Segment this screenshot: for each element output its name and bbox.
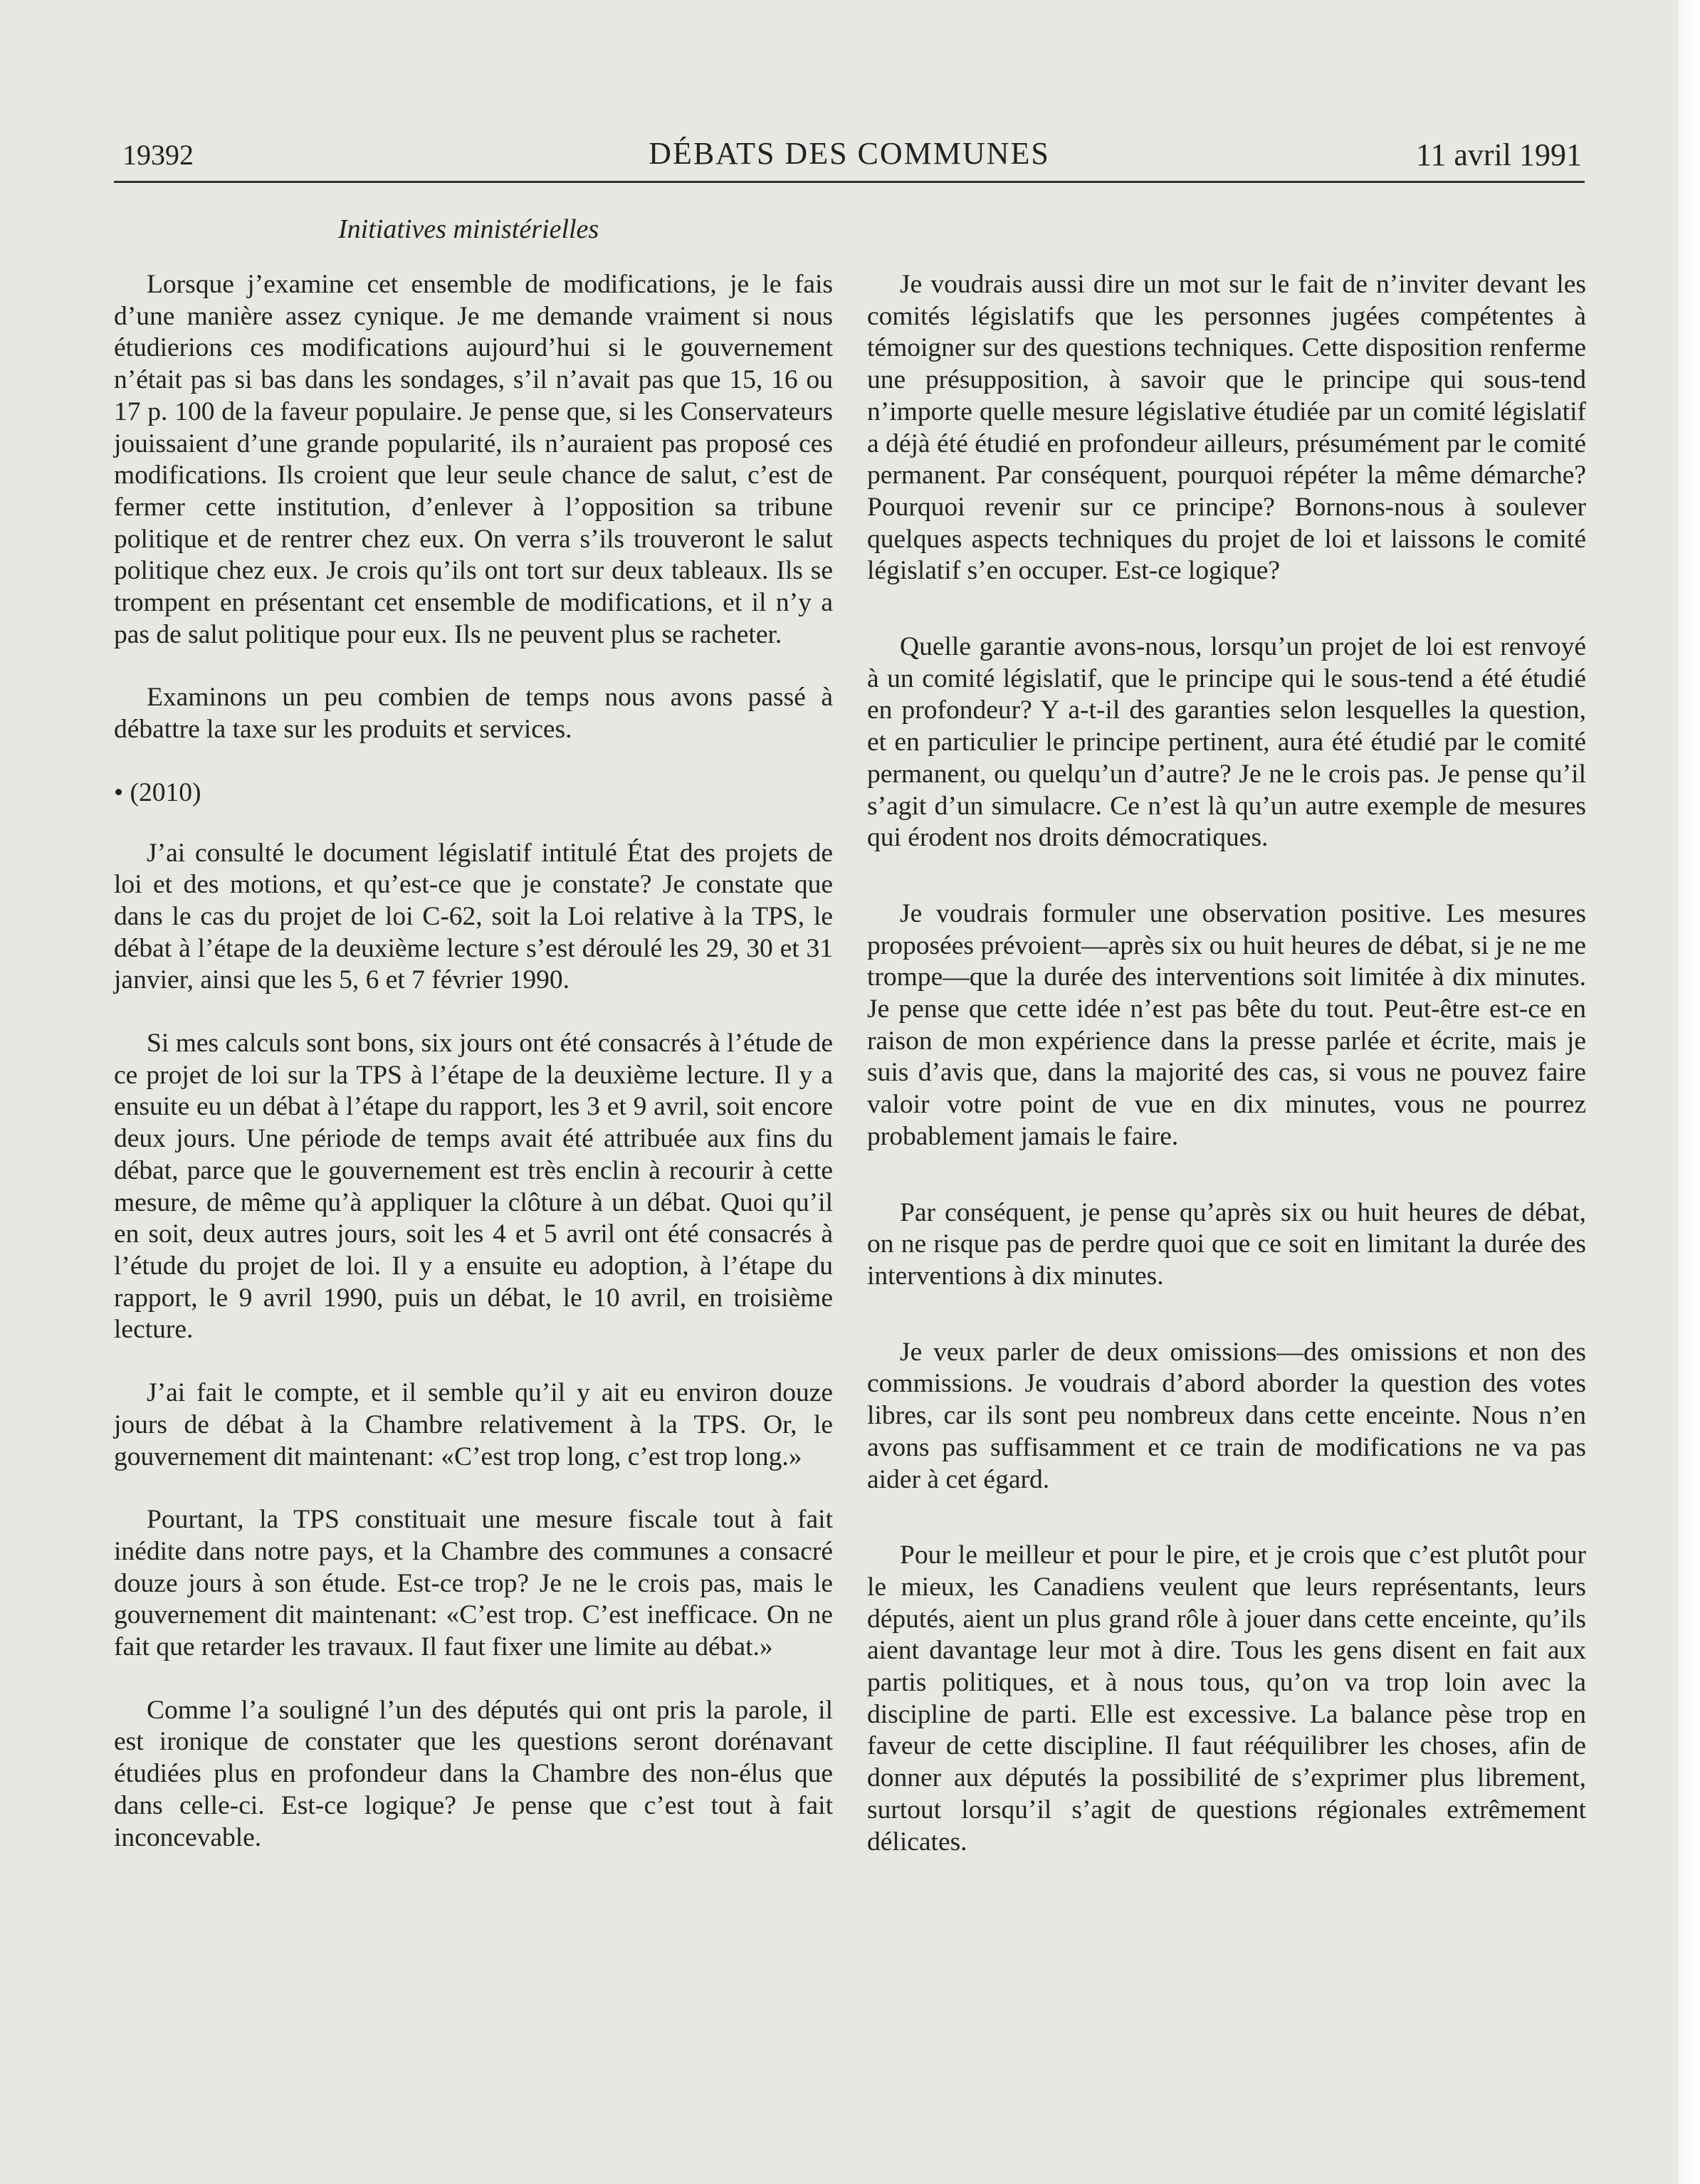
time-marker: • (2010) [114, 777, 201, 807]
paragraph: Je voudrais formuler une observation positive. Les mesures proposées prévoient—après six ou huit heures de débat, si je ne me trompe—que la durée des interventions soit limitée à dix minutes. Je pense que cette idée n’est pas bête du tout. Peut-être est-ce en raison de mon expérience dans la presse parlée et écrite, mais je suis d’avis que, dans la majorité des cas, si vous ne pouvez faire valoir votre point de vue en dix minutes, vous ne pourrez probablement jamais le faire. [867, 898, 1586, 1151]
left-column [114, 269, 833, 1854]
page-header [114, 135, 1585, 183]
paragraph: Pour le meilleur et pour le pire, et je crois que c’est plutôt pour le mieux, les Canadiens veulent que leurs représentants, leurs députés, aient un plus grand rôle à jouer dans cette enceinte, qu’ils aient davantage leur mot à dire. Tous les gens disent en fait aux partis politiques, et à nous tous, qu’on va trop loin avec la discipline de parti. Elle est excessive. La balance pèse trop en faveur de cette discipline. Il faut rééquilibrer les choses, afin de donner aux députés la possibilité de s’exprimer plus librement, surtout lorsqu’il s’agit de questions régionales extrêmement délicates. [867, 1540, 1586, 1857]
paragraph: J’ai fait le compte, et il semble qu’il y ait eu environ douze jours de débat à la Chambre relativement à la TPS. Or, le gouvernement dit maintenant: «C’est trop long, c’est trop long.» [114, 1378, 833, 1471]
paragraph: Je veux parler de deux omissions—des omissions et non des commissions. Je voudrais d’abord aborder la question des votes libres, car ils sont peu nombreux dans cette enceinte. Nous n’en avons pas suffisamment et ce train de modifications ne va pas aider à cet égard. [867, 1337, 1586, 1494]
paragraph: Si mes calculs sont bons, six jours ont été consacrés à l’étude de ce projet de loi sur la TPS à l’étape de la deuxième lecture. Il y a ensuite eu un débat à l’étape du rapport, les 3 et 9 avril, soit encore deux jours. Une période de temps avait été attribuée aux fins du débat, parce que le gouvernement est très enclin à recourir à cette mesure, de même qu’à appliquer la clôture à un débat. Quoi qu’il en soit, deux autres jours, soit les 4 et 5 avril ont été consacrés à l’étude du projet de loi. Il y a ensuite eu adoption, à l’étape du rapport, le 9 avril 1990, puis un débat, le 10 avril, en troisième lecture. [114, 1029, 833, 1345]
section-title: Initiatives ministérielles [338, 214, 599, 244]
publication-date: 11 avril 1991 [1416, 137, 1582, 172]
paragraph: Par conséquent, je pense qu’après six ou huit heures de débat, on ne risque pas de perdre quoi que ce soit en limitant la durée des interventions à dix minutes. [867, 1197, 1586, 1291]
right-column [867, 269, 1586, 1858]
paragraph: Pourtant, la TPS constituait une mesure fiscale tout à fait inédite dans notre pays, et la Chambre des communes a consacré douze jours à son étude. Est-ce trop? Je ne le crois pas, mais le gouvernement dit maintenant: «C’est trop. C’est inefficace. On ne fait que retarder les travaux. Il faut fixer une limite au débat.» [114, 1505, 833, 1662]
paragraph: Lorsque j’examine cet ensemble de modifications, je le fais d’une manière assez cynique. Je me demande vraiment si nous étudierions ces modifications aujourd’hui si le gouvernement n’était pas si bas dans les sondages, s’il n’avait pas que 15, 16 ou 17 p. 100 de la faveur populaire. Je pense que, si les Conservateurs jouissaient d’une grande popularité, ils n’auraient pas proposé ces modifications. Ils croient que leur seule chance de salut, c’est de fermer cette institution, d’enlever à l’opposition sa tribune politique et de rentrer chez eux. On verra s’ils trouveront le salut politique chez eux. Je crois qu’ils ont tort sur deux tableaux. Ils se trompent en présentant cet ensemble de modifications, et il n’y a pas de salut politique pour eux. Ils ne peuvent plus se racheter. [114, 270, 833, 649]
paragraph: Comme l’a souligné l’un des députés qui ont pris la parole, il est ironique de constater que les questions seront dorénavant étudiées plus en profondeur dans la Chambre des non-élus que dans celle-ci. Est-ce logique? Je pense que c’est tout à fait inconcevable. [114, 1695, 833, 1852]
paragraph: J’ai consulté le document législatif intitulé État des projets de loi et des motions, et qu’est-ce que je constate? Je constate que dans le cas du projet de loi C-62, soit la Loi relative à la TPS, le débat à l’étape de la deuxième lecture s’est déroulé les 29, 30 et 31 janvier, ainsi que les 5, 6 et 7 février 1990. [114, 838, 833, 995]
paragraph: Quelle garantie avons-nous, lorsqu’un projet de loi est renvoyé à un comité législatif, que le principe qui le sous-tend a été étudié en profondeur? Y a-t-il des garanties selon lesquelles la question, et en particulier le principe pertinent, aura été étudié par le comité permanent, ou quelqu’un d’autre? Je ne le crois pas. Je pense qu’il s’agit d’un simulacre. Ce n’est là qu’un autre exemple de mesures qui érodent nos droits démocratiques. [867, 632, 1586, 853]
publication-title: DÉBATS DES COMMUNES [649, 136, 1050, 171]
paragraph: Examinons un peu combien de temps nous avons passé à débattre la taxe sur les produits et services. [114, 683, 833, 745]
paragraph: Je voudrais aussi dire un mot sur le fait de n’inviter devant les comités législatifs que les personnes jugées compétentes à témoigner sur des questions techniques. Cette disposition renferme une présupposition, à savoir que le principe qui sous-tend n’importe quelle mesure législative étudiée par un comité législatif a déjà été étudié en profondeur ailleurs, présumément par le comité permanent. Par conséquent, pourquoi répéter la même démarche? Pourquoi revenir sur ce principe? Bornons-nous à soulever quelques aspects techniques du projet de loi et laissons le comité législatif s’en occuper. Est-ce logique? [867, 270, 1586, 586]
page-number: 19392 [122, 139, 194, 171]
page-edge [1679, 0, 1700, 2184]
